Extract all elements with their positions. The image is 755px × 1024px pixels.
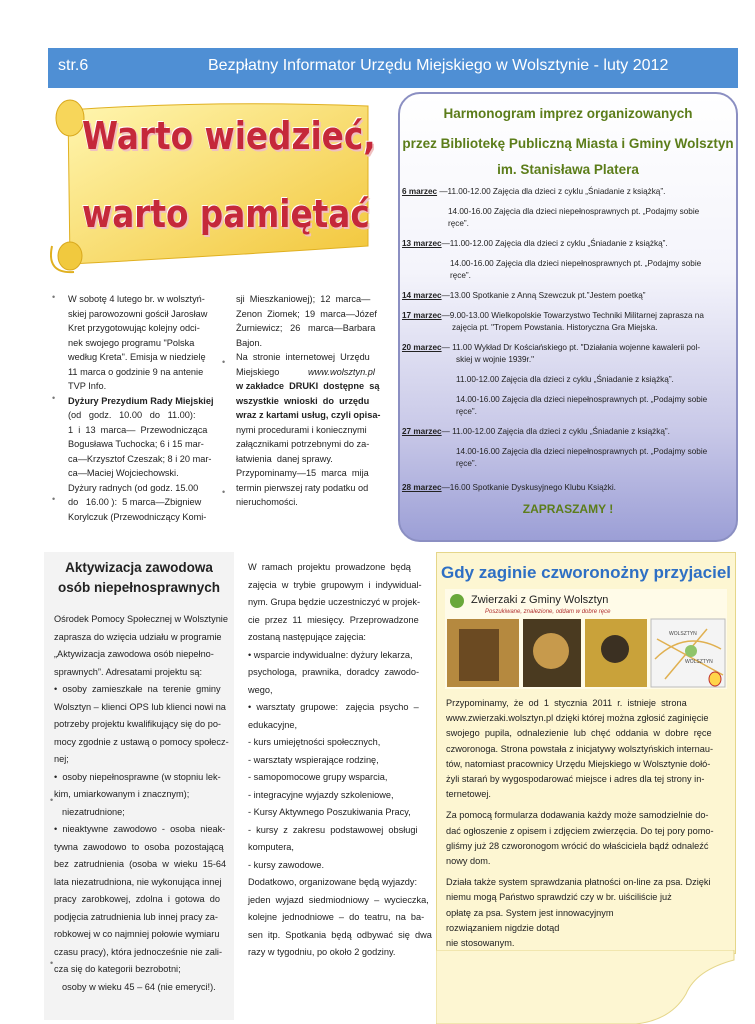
col2-line: termin pierwszej raty podatku od — [236, 482, 369, 493]
aktyw-line: Ośrodek Pomocy Społecznej w Wolsztynie — [54, 614, 228, 624]
aktyw-line: Wolsztyn – klienci OPS lub klienci nowi na — [54, 701, 226, 712]
col1-line: TVP Info. — [68, 381, 107, 391]
aktyw-line: • osoby zamieszkałe na terenie gminy — [54, 684, 221, 694]
col2-line: w zakładce DRUKI dostępne są — [236, 381, 380, 391]
projekt-line: zajęcia w trybie grupowym i indywidual- — [248, 579, 422, 590]
petp-line: gliśmy już 28 czworonogom wrócić do właściciela bądź odnaleźć — [446, 840, 709, 851]
schedule-event: zajęcia pt. "Tropem Powstania. Historyczna Gra Miejska. — [452, 323, 658, 332]
aktyw-line: potrzeby projektu kwalifikujący się do po- — [54, 719, 221, 729]
bullet-icon: • — [222, 357, 226, 367]
petp-line: dać ogłoszenie z opisem i zdjęciem zwierzęcia. Do tej pory pomo- — [446, 825, 714, 836]
col2-line: nymi procedurami i koniecznymi — [236, 424, 367, 435]
petp-line: Za pomocą formularza dodawania każdy może samodzielnie do- — [446, 810, 709, 821]
projekt-line: - kursy z zakresu podstawowej obsługi — [248, 824, 418, 835]
banner-line-1: Warto wiedzieć, — [82, 114, 376, 158]
col1-line: według Kreta". Emisja w niedzielę — [68, 352, 206, 362]
schedule-event: skiej w wojnie 1939r." — [456, 355, 534, 364]
col2-line: wszystkie wnioski do urzędu — [236, 395, 370, 406]
projekt-line: wego, — [248, 684, 273, 695]
col2-line: Bajon. — [236, 337, 263, 348]
paw-icon — [450, 594, 464, 608]
projekt-line: jeden wyjazd siedmiodniowy – wycieczka, — [248, 894, 429, 905]
schedule-event: 6 marzec —11.00-12.00 Zajęcia dla dzieci z cyklu „Śniadanie z książką”. — [402, 187, 666, 196]
aktyw-line: zaprasza do wzięcia udziału w programie — [54, 631, 222, 642]
site-tag: Poszukiwane, znalezione, oddam w dobre ręce — [485, 609, 611, 615]
petp-line: Działa także system sprawdzania płatności on-line za psa. Dzięki — [446, 877, 711, 888]
schedule-event: 11.00-12.00 Zajęcia dla dzieci z cyklu „Śniadanie z książką”. — [456, 375, 674, 384]
schedule-event: ręce”. — [456, 459, 477, 468]
projekt-line: - Kursy Aktywnego Poszukiwania Pracy, — [248, 807, 411, 817]
col2-line: www.wolsztyn.pl — [308, 366, 375, 377]
bullet-icon: • — [50, 958, 54, 968]
schedule-heading-2: przez Bibliotekę Publiczną Miasta i Gminy Wolsztyn — [402, 136, 734, 151]
petp-line: www.zwierzaki.wolsztyn.pl dzięki której można zgłosić zaginięcie — [446, 713, 709, 724]
projekt-line: razy w tygodniu, po około 2 godziny. — [248, 947, 396, 957]
col1-line: 11 marca o godzinie 9 na antenie — [68, 366, 204, 377]
petp-line: czworonoga. Strona powstała z inicjatywy wolsztyńskich internau- — [446, 743, 714, 754]
schedule-footer: ZAPRASZAMY ! — [522, 502, 614, 516]
schedule-heading-3: im. Stanisława Platera — [497, 162, 639, 177]
aktyw-line: tywna zawodowo to osoba pozostającą — [54, 841, 224, 852]
petp-line: nowy dom. — [446, 856, 491, 866]
site-name: Zwierzaki z Gminy Wolsztyn — [471, 594, 609, 606]
activation-title-1: Aktywizacja zawodowa — [65, 560, 213, 575]
aktyw-line: kim, umiarkowanym i znacznym); — [54, 789, 190, 799]
schedule-event: 14.00-16.00 Zajęcia dla dzieci niepełnosprawnych pt. „Podajmy sobie — [448, 207, 700, 216]
map-label-2: WOLSZTYN — [685, 659, 713, 665]
schedule-event: ręce”. — [456, 407, 477, 416]
schedule-event: ręce”. — [450, 271, 471, 280]
col2-line: Na stronie internetowej Urzędu — [236, 352, 370, 362]
projekt-line: • warsztaty grupowe: zajęcia psycho – — [248, 702, 419, 712]
projekt-line: - integracyjne wyjazdy szkoleniowe, — [248, 789, 394, 800]
schedule-event: 20 marzec— 11.00 Wykład Dr Kościańskiego pt. "Działania wojenne kawalerii pol- — [402, 343, 701, 352]
petp-line: żyli starań by wygospodarować miejsce i adres dla tej strony in- — [446, 774, 705, 784]
col1-line: skiej parowozowni gościł Jarosław — [68, 308, 208, 319]
col1-line: 1 i 13 marca— Przewodnicząca — [68, 424, 208, 435]
bullet-icon: • — [50, 795, 54, 805]
aktyw-line: niezatrudnione; — [62, 806, 125, 817]
aktyw-line: cza się do kategorii bezrobotni; — [54, 964, 181, 974]
col1-line: nek swojego programu "Polska — [68, 337, 195, 348]
petp-line: tów, natomiast pracownicy Urzędu Miejskiego w Wolsztynie dołó- — [446, 758, 711, 769]
petp-line: rozwiązaniem nigdzie dotąd — [446, 922, 560, 933]
schedule-event: 14.00-16.00 Zajęcia dla dzieci niepełnosprawnych pt. „Podajmy sobie — [456, 447, 708, 456]
schedule-box — [398, 92, 738, 542]
banner-line-2: warto pamiętać — [82, 192, 370, 236]
col1-line: ca—Maciej Wojciechowski. — [68, 468, 179, 478]
aktyw-line: • osoby niepełnosprawne (w stopniu lek- — [54, 771, 221, 782]
schedule-event: 27 marzec— 11.00-12.00 Zajęcia dla dzieci z cyklu „Śniadanie z książką”. — [402, 427, 670, 436]
col1-line: Kret przygotowując kolejny odci- — [68, 323, 200, 333]
activation-title-2: osób niepełnosprawnych — [57, 580, 221, 595]
col2-line: wraz z kartami usług, czyli opisa- — [236, 410, 381, 420]
aktyw-line: czasu pracy), która jednocześnie nie zali- — [54, 946, 223, 957]
schedule-event: 14.00-16.00 Zajęcia dla dzieci niepełnosprawnych pt. „Podajmy sobie — [450, 259, 702, 268]
schedule-event: 28 marzec—16.00 Spotkanie Dyskusyjnego Klubu Książki. — [402, 483, 616, 492]
pet-website-banner — [445, 589, 727, 689]
petp-line: Przypominamy, że od 1 stycznia 2011 r. istnieje strona — [446, 698, 687, 708]
col2-line: nieruchomości. — [236, 497, 298, 507]
col2-line: łatwienia danej sprawy. — [236, 453, 333, 464]
col2-line: Miejskiego — [236, 366, 280, 377]
schedule-event: 13 marzec—11.00-12.00 Zajęcia dla dzieci z cyklu „Śniadanie z książką”. — [402, 239, 668, 248]
col2-line: załącznikami potrzebnymi do za- — [236, 439, 370, 449]
col1-line: (od godz. 10.00 do 11.00): — [68, 410, 196, 420]
col1-line: Dyżury radnych (od godz. 15.00 — [68, 482, 199, 493]
aktyw-line: pracy zarobkowej, zdolna i gotowa do — [54, 894, 220, 904]
col1-line: ca—Krzysztof Czeszak; 8 i 20 mar- — [68, 453, 212, 464]
aktyw-line: osoby w wieku 45 – 64 (nie emeryci!). — [62, 981, 216, 992]
projekt-line: • wsparcie indywidualne: dyżury lekarza, — [248, 649, 413, 660]
projekt-line: - kurs umiejętności społecznych, — [248, 737, 381, 747]
aktyw-line: lata niezatrudniona, nie wykonująca innej — [54, 876, 222, 887]
aktyw-line: mocy zgodnie z ustawą o pomocy społecz- — [54, 736, 229, 747]
col1-line: W sobotę 4 lutego br. w wolsztyń- — [68, 294, 205, 304]
schedule-event: 17 marzec—9.00-13.00 Wielkopolskie Towarzystwo Techniki Militarnej zaprasza na — [402, 311, 704, 320]
projekt-line: cie przez 11 miesięcy. Przeprowadzone — [248, 614, 419, 625]
banner-scroll — [50, 96, 380, 276]
pet-section-wave — [436, 950, 736, 1024]
schedule-event: 14.00-16.00 Zajęcia dla dzieci niepełnosprawnych pt. „Podajmy sobie — [456, 395, 708, 404]
projekt-line: psychologa, prawnika, doradcy zawodo- — [248, 667, 420, 677]
bullet-icon: • — [52, 292, 56, 302]
aktyw-line: „Aktywizacja zawodowa osób niepełno- — [54, 649, 214, 659]
map-label-1: WOLSZTYN — [669, 631, 697, 637]
aktyw-line: nej; — [54, 754, 69, 764]
petp-line: opłatę za psa. System jest innowacyjnym — [446, 907, 614, 918]
schedule-heading-1: Harmonogram imprez organizowanych — [443, 106, 693, 121]
projekt-line: kolejne jednodniowe – do teatru, na ba- — [248, 912, 425, 922]
col2-line: sji Mieszkaniowej); 12 marca— — [236, 294, 371, 304]
projekt-line: Dodatkowo, organizowane będą wyjazdy: — [248, 877, 418, 887]
col1-line: Korylczuk (Przewodniczący Komi- — [68, 511, 207, 522]
aktyw-line: podjęcia zatrudnienia lub innej pracy za- — [54, 911, 218, 922]
aktyw-line: sprawnych”. Adresatami projektu są: — [54, 666, 203, 677]
col2-line: Zenon Ziomek; 19 marca—Józef — [236, 308, 377, 319]
schedule-event: 14 marzec—13.00 Spotkanie z Anną Szewczuk pt.”Jestem poetką” — [402, 291, 646, 300]
page-header — [48, 48, 738, 88]
petp-line: ternetowej. — [446, 789, 491, 800]
bullet-icon: • — [222, 487, 226, 497]
projekt-line: zostaną następujące zajęcia: — [248, 632, 366, 642]
publication-title: Bezpłatny Informator Urzędu Miejskiego w Wolsztynie - luty 2012 — [208, 57, 669, 74]
col1-line: do 16.00 ): 5 marca—Zbigniew — [68, 497, 202, 507]
projekt-line: W ramach projektu prowadzone będą — [248, 562, 411, 572]
schedule-event: ręce”. — [448, 219, 469, 228]
petp-line: swojego pupila, odnalezienie lub chęć oddania w dobre ręce — [446, 728, 712, 739]
col2-line: Przypominamy—15 marca mija — [236, 468, 369, 478]
bullet-icon: • — [52, 393, 56, 403]
page-number: str.6 — [58, 57, 89, 74]
projekt-line: edukacyjne, — [248, 719, 298, 730]
petp-line: nie stosowanym. — [446, 938, 515, 948]
projekt-line: nym. Grupa będzie uczestniczyć w projek- — [248, 597, 421, 607]
col1-line: Dyżury Prezydium Rady Miejskiej — [68, 395, 214, 406]
aktyw-line: • nieaktywne zawodowo - osoba nieak- — [54, 824, 226, 834]
projekt-line: - kursy zawodowe. — [248, 859, 325, 870]
col1-line: Bogusława Tuchocka; 6 i 15 mar- — [68, 439, 204, 449]
projekt-line: - warsztaty wspierające rodzinę, — [248, 754, 379, 765]
bullet-icon: • — [52, 494, 56, 504]
aktyw-line: bez zatrudnienia (osoba w wieku 15-64 — [54, 859, 227, 869]
petp-line: niemu mogą Państwo sprawdzić czy w br. uiściliście już — [446, 892, 672, 903]
pet-title: Gdy zaginie czworonożny przyjaciel — [440, 563, 731, 582]
projekt-line: - samopomocowe grupy wsparcia, — [248, 772, 388, 782]
col2-line: Żurniewicz; 26 marca—Barbara — [236, 323, 376, 333]
aktyw-line: robkowej w co najmniej połowie wymiaru — [54, 929, 220, 939]
projekt-line: sen itp. Spotkania będą odbywać się dwa — [248, 929, 432, 940]
projekt-line: komputera, — [248, 842, 294, 852]
